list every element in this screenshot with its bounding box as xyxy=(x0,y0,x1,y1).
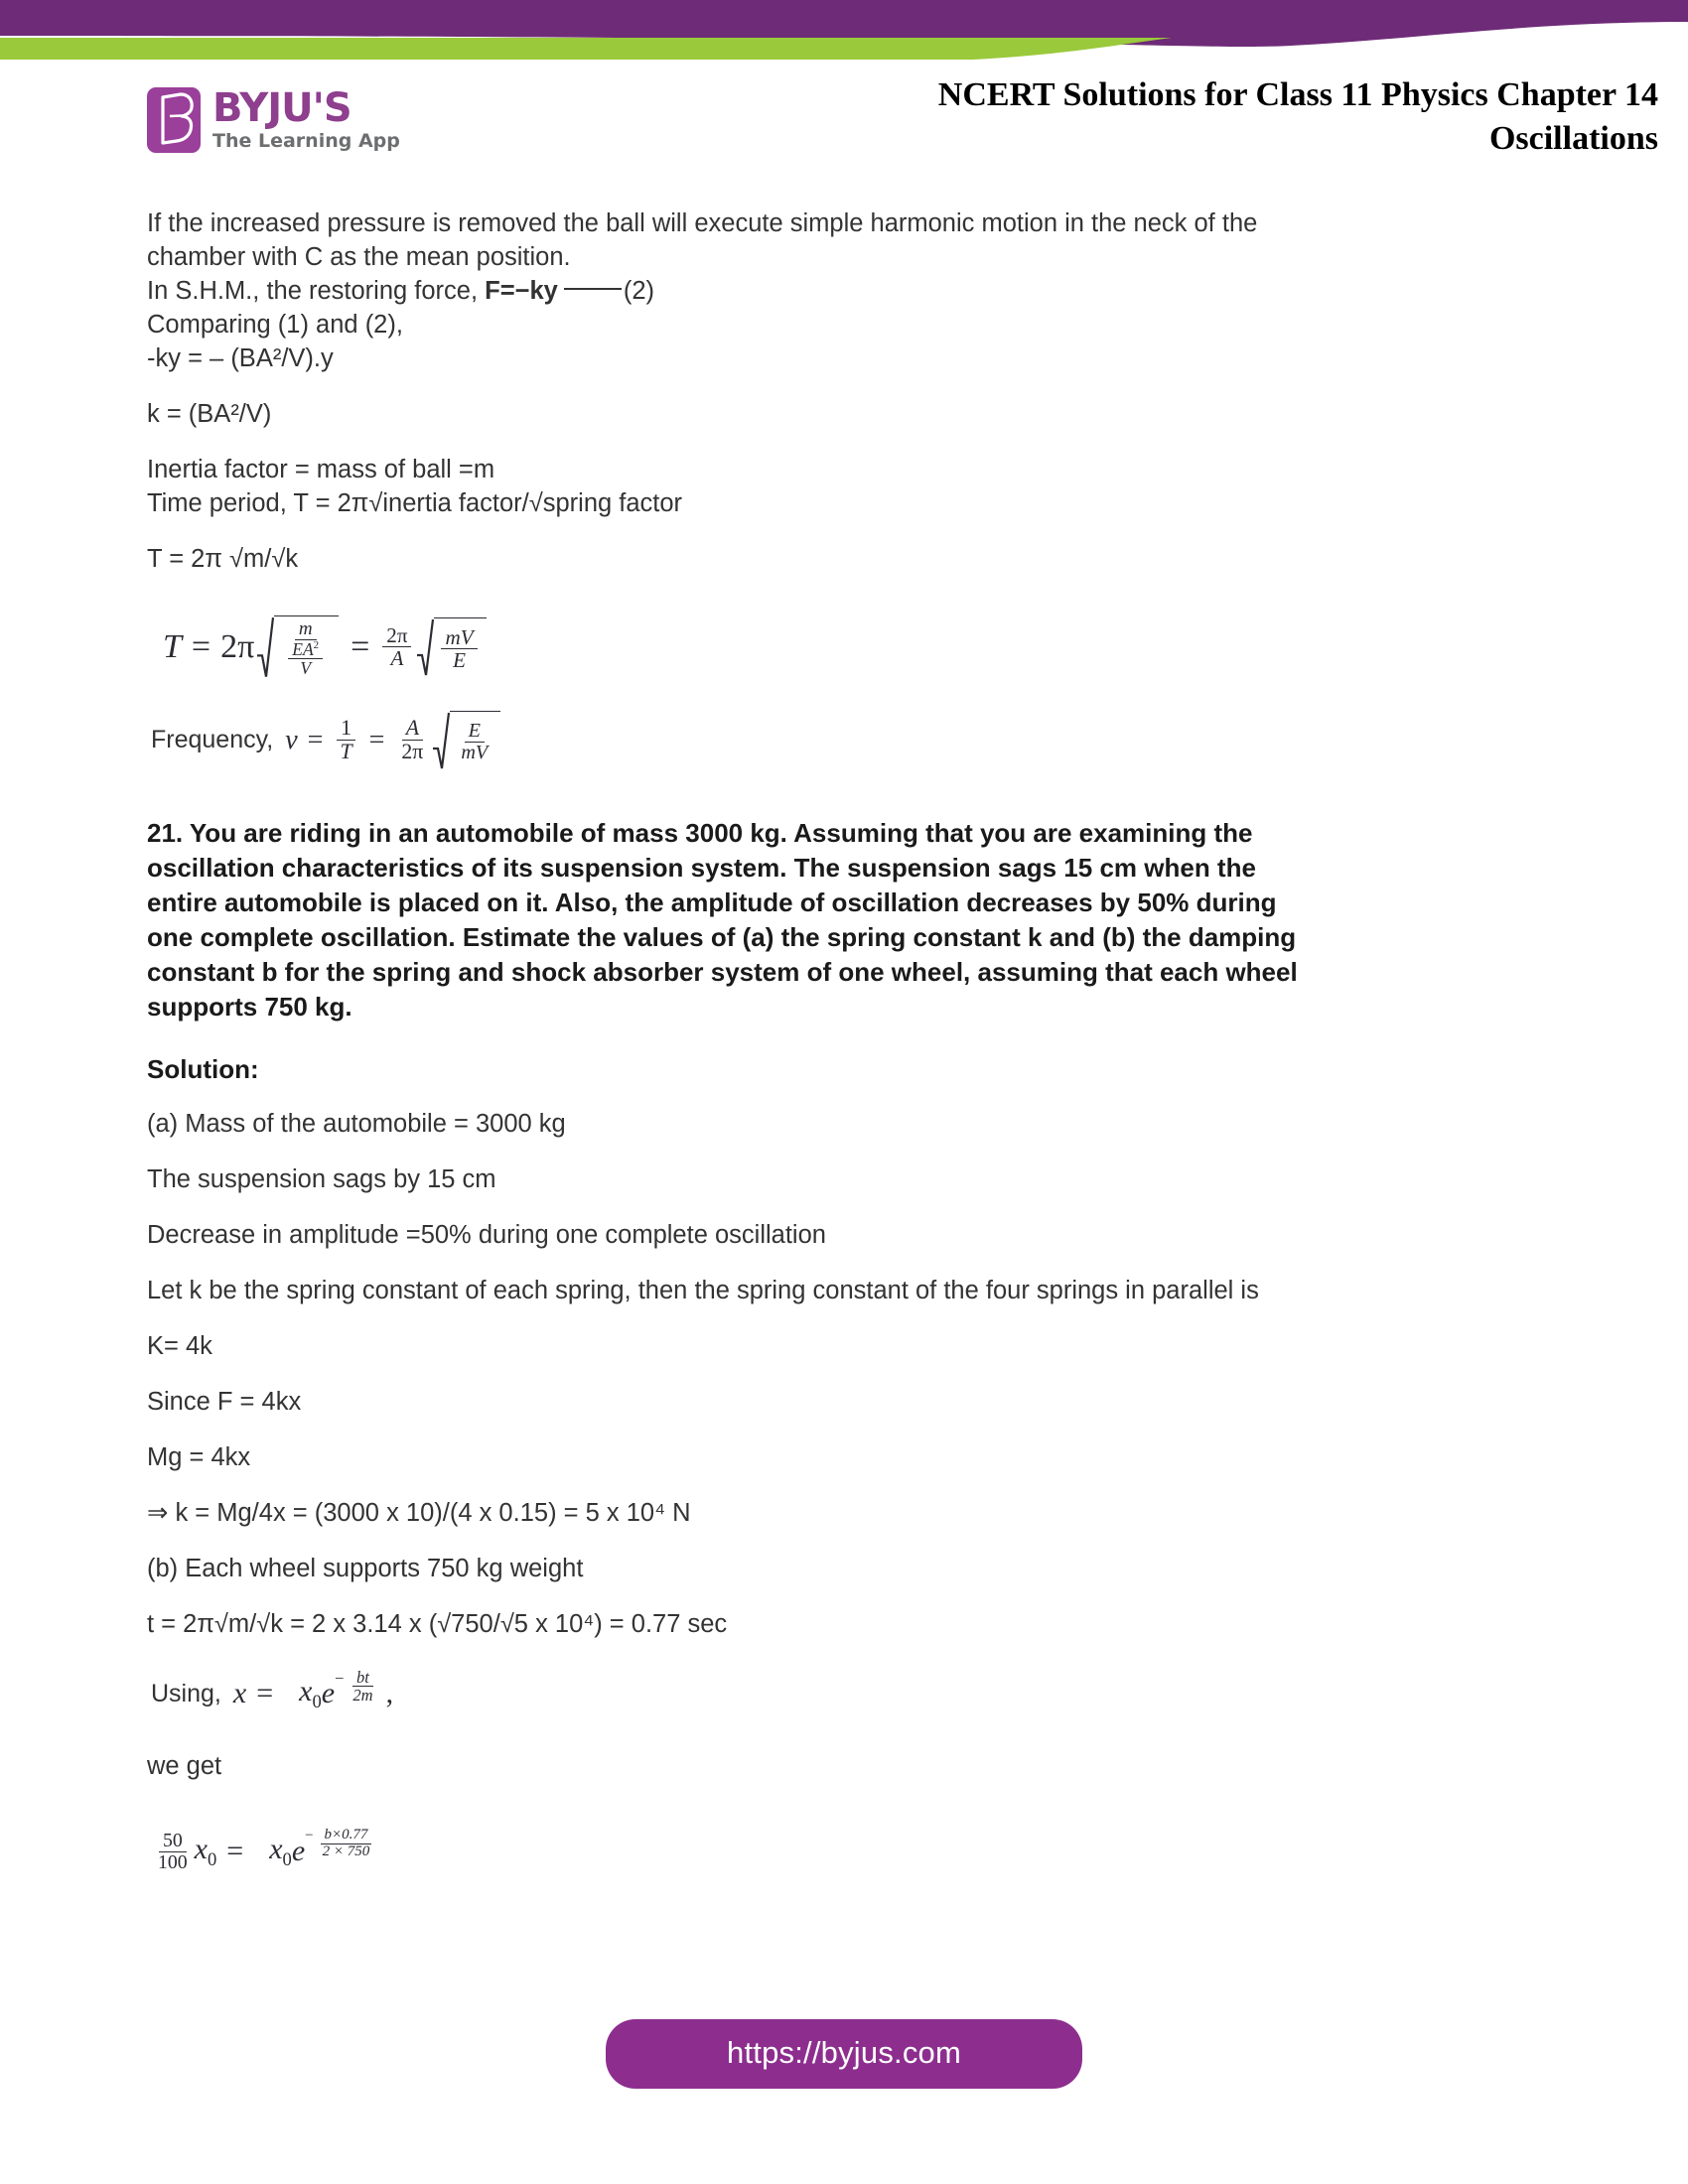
page-title-line-1: NCERT Solutions for Class 11 Physics Chapter 14 xyxy=(937,76,1658,113)
eq-T-inner-numerator: m xyxy=(295,619,317,640)
eq-final-lhs-x0-base: x xyxy=(194,1832,208,1865)
equation-damping-using-display xyxy=(151,1668,1537,1713)
solution-line-8: ⇒ k = Mg/4x = (3000 x 10)/(4 x 0.15) = 5 x 10⁴ N xyxy=(147,1498,691,1527)
eq-T-sqrt-1-body xyxy=(274,615,339,679)
page-title xyxy=(665,73,1658,161)
question-21-line-3: entire automobile is placed on it. Also, the amplitude of oscillation decreases by 50% during xyxy=(147,887,1277,917)
eq-using-equals: = xyxy=(256,1677,274,1710)
solution-line-2: The suspension sags by 15 cm xyxy=(147,1164,496,1193)
shm-prefix: In S.H.M., the restoring force, xyxy=(147,277,486,305)
eq-using-x0 xyxy=(299,1675,322,1713)
using-label: Using, xyxy=(151,1679,221,1707)
byjus-logo xyxy=(147,87,400,153)
eq-final-rhs-x0-subscript: 0 xyxy=(282,1848,292,1870)
eq-T-mV: mV xyxy=(441,626,477,649)
eq-freq-nu: ν xyxy=(285,724,298,755)
eq-using-x0-base: x xyxy=(299,1674,313,1707)
eq-final-rhs-x0 xyxy=(269,1833,292,1871)
eq-using-e: e xyxy=(321,1677,336,1710)
solution-line-7: Mg = 4kx xyxy=(147,1442,251,1471)
eq-T-equals-2: = xyxy=(351,627,370,665)
eq-using-exponent xyxy=(335,1669,379,1705)
solution-line-4: Let k be the spring constant of each spring, then the spring constant of the four springs in parallel is xyxy=(147,1276,1259,1304)
eq-using-exponent-minus: − xyxy=(335,1669,345,1689)
eq-final-100: 100 xyxy=(158,1850,188,1873)
equation-dash-rule xyxy=(564,288,622,290)
eq-using-x0-subscript: 0 xyxy=(312,1691,322,1712)
question-21 xyxy=(147,816,1537,1024)
logo-tagline-text: The Learning App xyxy=(212,130,400,152)
eq-T-sqrt-2-body xyxy=(434,617,486,677)
question-21-line-4: one complete oscillation. Estimate the values of (a) the spring constant k and (b) the damping xyxy=(147,921,1297,952)
we-get-line: we get xyxy=(147,1751,222,1780)
eq-T-inner-sub-fraction xyxy=(288,640,323,678)
eq-final-equals: = xyxy=(226,1835,244,1868)
eq-freq-sqrt-body xyxy=(450,711,500,770)
t-equation-line: T = 2π √m/√k xyxy=(147,545,299,573)
eq-using-bt: bt xyxy=(352,1669,373,1687)
eq-T-rhs-fraction xyxy=(382,624,411,669)
k-equation-line: k = (BA²/V) xyxy=(147,400,272,428)
eq-freq-one-over-T xyxy=(336,717,355,763)
eq-final-exponent-denominator: 2 × 750 xyxy=(322,1843,370,1860)
eq-freq-T: T xyxy=(340,740,352,764)
eq-T-sqrt-1 xyxy=(256,615,339,679)
eq-T-V: V xyxy=(300,658,312,679)
equation-final-damping-display xyxy=(151,1827,1537,1873)
eq-T-rhs-denominator: A xyxy=(390,646,404,671)
eq-using-comma: , xyxy=(385,1677,394,1710)
solution-line-10: t = 2π√m/√k = 2 x 3.14 x (√750/√5 x 10⁴) = 0.77 sec xyxy=(147,1609,728,1638)
eq-T-inner-fraction xyxy=(281,619,330,678)
shm-equation-number: (2) xyxy=(623,277,655,305)
header-decoration-bands xyxy=(0,0,1688,69)
byjus-url-button[interactable]: https://byjus.com xyxy=(606,2019,1082,2089)
shm-restoring-force-line xyxy=(147,274,1537,308)
eq-T-coefficient: 2π xyxy=(220,627,255,665)
equation-time-period-display xyxy=(163,615,1537,679)
eq-final-e: e xyxy=(291,1835,306,1868)
inertia-factor-line: Inertia factor = mass of ball =m xyxy=(147,456,495,483)
eq-final-fraction-50-100 xyxy=(154,1831,192,1873)
time-period-line: Time period, T = 2π√inertia factor/√spring factor xyxy=(147,489,683,517)
eq-final-rhs-x0-base: x xyxy=(269,1832,283,1865)
radical-sign-icon xyxy=(256,615,274,679)
solution-heading: Solution: xyxy=(147,1053,259,1084)
question-21-line-6: supports 750 kg. xyxy=(147,991,352,1022)
equation-frequency-display xyxy=(151,711,1537,770)
eq-T-EA2 xyxy=(288,640,323,659)
radical-sign-icon xyxy=(432,711,450,770)
page-footer xyxy=(0,2019,1688,2089)
eq-T-equals-1: = xyxy=(191,627,211,665)
solution-line-5: K= 4k xyxy=(147,1331,212,1360)
page-header xyxy=(0,62,1688,171)
question-21-line-2: oscillation characteristics of its suspension system. The suspension sags 15 cm when the xyxy=(147,852,1256,883)
radical-sign-icon xyxy=(416,617,434,677)
ky-equation-line: -ky = – (BA²/V).y xyxy=(147,344,334,372)
intro-line-2: chamber with C as the mean position. xyxy=(147,243,571,271)
eq-final-exponent xyxy=(305,1828,376,1860)
frequency-label: Frequency, xyxy=(151,726,274,754)
solution-line-1: (a) Mass of the automobile = 3000 kg xyxy=(147,1109,566,1138)
eq-T-EA-exponent: 2 xyxy=(313,639,320,652)
eq-freq-equals-1: = xyxy=(307,724,324,755)
eq-using-2m: 2m xyxy=(352,1686,373,1706)
eq-freq-E: E xyxy=(465,721,485,743)
logo-brand-text: BYJU'S xyxy=(212,85,352,131)
green-band xyxy=(0,38,1172,60)
eq-T-sqrt2-fraction xyxy=(441,626,477,671)
eq-freq-equals-2: = xyxy=(368,724,385,755)
eq-T-E: E xyxy=(453,647,466,672)
eq-final-lhs-x0 xyxy=(195,1833,217,1871)
eq-final-exponent-numerator: b×0.77 xyxy=(321,1828,372,1844)
eq-final-exponent-fraction xyxy=(319,1828,374,1860)
eq-final-lhs-x0-subscript: 0 xyxy=(208,1848,217,1870)
eq-final-exponent-minus: − xyxy=(305,1828,314,1844)
eq-using-x: x xyxy=(232,1677,247,1710)
solution-line-3: Decrease in amplitude =50% during one complete oscillation xyxy=(147,1220,826,1249)
solution-line-6: Since F = 4kx xyxy=(147,1387,302,1416)
eq-using-exponent-fraction xyxy=(349,1669,376,1705)
page-title-line-2: Oscillations xyxy=(1488,120,1658,157)
eq-freq-mV: mV xyxy=(461,741,489,763)
question-21-line-1: 21. You are riding in an automobile of mass 3000 kg. Assuming that you are examining the xyxy=(147,817,1253,848)
intro-line-1: If the increased pressure is removed the ball will execute simple harmonic motion in the neck of the xyxy=(147,209,1258,237)
eq-T-lhs: T xyxy=(163,627,182,665)
solution-line-9: (b) Each wheel supports 750 kg weight xyxy=(147,1554,584,1582)
eq-freq-A-over-2pi xyxy=(397,717,427,763)
document-content xyxy=(147,206,1537,1872)
eq-freq-sqrt xyxy=(432,711,500,770)
eq-final-50: 50 xyxy=(159,1831,187,1852)
eq-freq-2pi: 2π xyxy=(401,740,424,764)
shm-force-expression: F=−ky xyxy=(485,277,558,305)
question-21-line-5: constant b for the spring and shock absorber system of one wheel, assuming that each wheel xyxy=(147,956,1298,987)
eq-T-sqrt-2 xyxy=(416,617,486,677)
comparing-line: Comparing (1) and (2), xyxy=(147,311,403,339)
eq-T-rhs-numerator: 2π xyxy=(382,624,411,647)
eq-freq-1: 1 xyxy=(337,717,355,741)
eq-T-EA: EA xyxy=(292,638,314,659)
eq-T-inner-denominator xyxy=(281,640,330,678)
eq-freq-E-over-mV xyxy=(457,721,492,763)
byjus-b-monogram-icon xyxy=(147,87,201,153)
eq-freq-A: A xyxy=(402,717,423,741)
